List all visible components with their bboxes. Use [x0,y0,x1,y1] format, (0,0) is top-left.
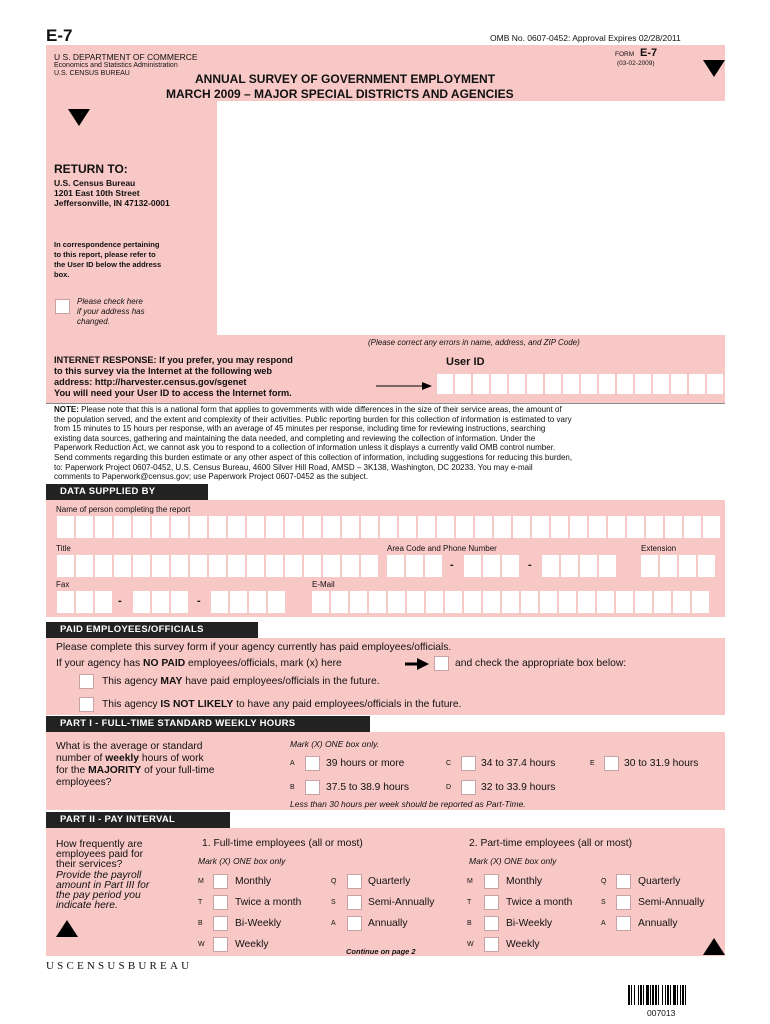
name-cell[interactable] [152,516,169,538]
title-cell[interactable] [304,555,321,577]
email-cell[interactable] [597,591,614,613]
name-cell[interactable] [171,516,188,538]
extension-cell[interactable] [679,555,696,577]
fax-cell[interactable] [230,591,247,613]
option-code: C [446,760,452,767]
title-cell[interactable] [209,555,226,577]
phone-dash: - [528,559,532,571]
pt-quarterly-label: Quarterly [638,876,681,887]
email-cell[interactable] [350,591,367,613]
ft-twice-month-label: Twice a month [235,897,302,908]
email-cell[interactable] [407,591,424,613]
option-code: A [290,760,295,767]
form-date: (03-02-2009) [617,60,655,67]
barcode-bar [665,985,666,1005]
address-box [217,101,725,335]
email-cell[interactable] [578,591,595,613]
hours-37-38-label: 37.5 to 38.9 hours [326,782,410,793]
name-cell[interactable] [513,516,530,538]
part1-q-2c: hours of work [139,753,204,764]
paid-line-2c: employees/officials, mark (x) here [185,658,342,669]
address-changed-checkbox[interactable] [55,299,70,314]
option-code: M [467,878,473,885]
userid-cell[interactable] [437,374,453,394]
pt-monthly-checkbox[interactable] [484,874,499,889]
internet-line-2: to this survey via the Internet at the following web [54,366,272,376]
phone-cell[interactable] [542,555,559,577]
barcode-bar [650,985,651,1005]
name-cell[interactable] [380,516,397,538]
barcode-bar [658,985,659,1005]
userid-cell[interactable] [581,374,597,394]
title-cell[interactable] [266,555,283,577]
option-code: S [601,899,606,906]
title-cell[interactable] [171,555,188,577]
userid-cell[interactable] [653,374,669,394]
phone-cell[interactable] [483,555,500,577]
form-number: E-7 [640,47,658,59]
part1-q-1: What is the average or standard [56,741,203,752]
part2-q-1: How frequently are [56,839,143,850]
email-cell[interactable] [692,591,709,613]
hours-32-33-label: 32 to 33.9 hours [481,782,556,793]
note-line: Send comments regarding this burden estimate or any other aspect of this collection of information, including suggestions for reducing this burden, [54,452,573,462]
part2-q-6: the pay period you [56,890,141,901]
name-cell[interactable] [399,516,416,538]
extension-label: Extension [641,544,677,553]
pt-biweekly-checkbox[interactable] [484,916,499,931]
name-cell[interactable] [589,516,606,538]
title-label: Title [56,544,71,553]
hours-30-31-label: 30 to 31.9 hours [624,758,699,769]
email-cell[interactable] [331,591,348,613]
userid-cell[interactable] [689,374,705,394]
option-code: M [198,878,204,885]
hours-34-37-checkbox[interactable] [461,756,476,771]
arrow-right-icon [405,658,429,670]
name-cell[interactable] [418,516,435,538]
ft-quarterly-checkbox[interactable] [347,874,362,889]
part1-q-3b: MAJORITY [88,765,142,776]
title-cell[interactable] [228,555,245,577]
part1-footnote: Less than 30 hours per week should be reported as Part-Time. [290,799,526,809]
pt-semiannual-label: Semi-Annually [638,897,705,908]
part1-q-2 [56,753,204,764]
name-cell[interactable] [304,516,321,538]
ft-semiannual-label: Semi-Annually [368,897,435,908]
name-cell[interactable] [684,516,701,538]
address-correct-note: (Please correct any errors in name, address, and ZIP Code) [368,338,580,347]
name-cell[interactable] [475,516,492,538]
barcode-bar [677,985,678,1005]
option-code: A [331,920,336,927]
barcode-bar [640,985,642,1005]
title-cell[interactable] [361,555,378,577]
part1-q-3c: of your full-time [141,765,215,776]
fax-cell[interactable] [95,591,112,613]
check-line-1: Please check here [77,297,143,306]
parttime-heading: 2. Part-time employees (all or most) [469,838,633,849]
name-cell[interactable] [323,516,340,538]
part1-q-3a: for the [56,765,89,776]
option-code: T [198,899,203,906]
option-code: E [590,760,595,767]
ft-biweekly-label: Bi-Weekly [235,918,282,929]
email-label: E-Mail [312,580,335,589]
phone-cell[interactable] [580,555,597,577]
phone-cell[interactable] [425,555,442,577]
phone-cell[interactable] [502,555,519,577]
part1-q-3 [56,765,215,776]
userid-cell[interactable] [473,374,489,394]
census-bureau-footer: USCENSUSBUREAU [46,960,193,972]
userid-cell[interactable] [707,374,723,394]
barcode-bar [628,985,630,1005]
paid-line-1: Please complete this survey form if your agency currently has paid employees/officials. [56,642,452,653]
option-code: B [467,920,472,927]
form-id: E-7 [46,26,73,45]
ft-annually-checkbox[interactable] [347,916,362,931]
survey-title-2: MARCH 2009 – MAJOR SPECIAL DISTRICTS AND AGENCIES [166,87,514,101]
userid-label: User ID [446,356,485,368]
paid-line-2d: and check the appropriate box below: [455,658,627,669]
name-cell[interactable] [57,516,74,538]
barcode-bar [662,985,663,1005]
hours-30-31-checkbox[interactable] [604,756,619,771]
fax-cell[interactable] [249,591,266,613]
option-code: B [290,784,295,791]
paid-option-1c: have paid employees/officials in the future. [182,676,380,687]
phone-label: Area Code and Phone Number [387,544,497,553]
part1-mark: Mark (X) ONE box only. [290,739,380,749]
barcode-bar [685,985,686,1005]
name-cell[interactable] [190,516,207,538]
part2-q-3: their services? [56,859,123,870]
email-cell[interactable] [540,591,557,613]
arrow-down-icon [703,60,725,78]
name-cell[interactable] [456,516,473,538]
userid-cell[interactable] [617,374,633,394]
barcode-bar [673,985,676,1005]
pt-annually-label: Annually [638,918,678,929]
may-have-paid-checkbox[interactable] [79,674,94,689]
pt-weekly-label: Weekly [506,939,540,950]
userid-cell[interactable] [563,374,579,394]
email-cell[interactable] [616,591,633,613]
option-code: W [198,941,205,948]
userid-cell[interactable] [599,374,615,394]
ft-weekly-checkbox[interactable] [213,937,228,952]
email-cell[interactable] [388,591,405,613]
note-text [54,405,718,482]
part2-q-7: indicate here. [56,900,118,911]
userid-cell[interactable] [671,374,687,394]
corr-line-4: box. [54,270,70,279]
part1-q-2a: number of [56,753,106,764]
name-cell[interactable] [266,516,283,538]
phone-cell[interactable] [406,555,423,577]
name-cell[interactable] [551,516,568,538]
title-cell[interactable] [323,555,340,577]
ft-monthly-label: Monthly [235,876,272,887]
not-likely-paid-checkbox[interactable] [79,697,94,712]
part2-q-4: Provide the payroll [56,870,142,881]
barcode-bar [682,985,684,1005]
paid-employees-bar: PAID EMPLOYEES/OFFICIALS [46,622,258,638]
barcode-bar [680,985,681,1005]
option-code: A [601,920,606,927]
ft-annually-label: Annually [368,918,408,929]
email-cell[interactable] [559,591,576,613]
part1-bar: PART I - FULL-TIME STANDARD WEEKLY HOURS [46,716,370,732]
form-prefix: FORM [615,51,635,58]
ft-quarterly-label: Quarterly [368,876,411,887]
name-cell[interactable] [627,516,644,538]
name-cell[interactable] [95,516,112,538]
title-cell[interactable] [152,555,169,577]
option-code: T [467,899,472,906]
agency-sub: Economics and Statistics Administration [54,62,178,69]
paid-option-2a: This agency [102,699,161,710]
ft-biweekly-checkbox[interactable] [213,916,228,931]
barcode-bar [667,985,669,1005]
note-line: comments to Paperwork@census.gov; use Paperwork Project 0607-0452 as the subject. [54,472,369,482]
barcode-number: 007013 [647,1008,676,1018]
internet-line-3: address: http://harvester.census.gov/sgenet [54,377,247,387]
email-cell[interactable] [369,591,386,613]
name-cell[interactable] [608,516,625,538]
fulltime-mark: Mark (X) ONE box only [198,856,286,866]
title-cell[interactable] [342,555,359,577]
fax-label: Fax [56,580,70,589]
email-cell[interactable] [654,591,671,613]
ft-monthly-checkbox[interactable] [213,874,228,889]
fulltime-heading: 1. Full-time employees (all or most) [202,838,363,849]
extension-cell[interactable] [641,555,658,577]
data-supplied-bar: DATA SUPPLIED BY [46,484,208,500]
check-line-3: changed. [77,317,110,326]
part1-q-2b: weekly [105,753,140,764]
barcode-bar [652,985,654,1005]
name-cell[interactable] [437,516,454,538]
userid-cell[interactable] [509,374,525,394]
part2-q-5: amount in Part III for [56,880,150,891]
fax-cell[interactable] [76,591,93,613]
hours-39-plus-checkbox[interactable] [305,756,320,771]
title-cell[interactable] [95,555,112,577]
title-cell[interactable] [133,555,150,577]
arrow-down-icon [68,109,90,127]
pt-biweekly-label: Bi-Weekly [506,918,553,929]
pt-monthly-label: Monthly [506,876,543,887]
omb-number: OMB No. 0607-0452: Approval Expires 02/28/2011 [490,33,681,43]
corr-line-1: In correspondence pertaining [54,240,160,249]
return-line-2: 1201 East 10th Street [54,188,140,198]
title-cell[interactable] [57,555,74,577]
pt-quarterly-checkbox[interactable] [616,874,631,889]
name-cell[interactable] [703,516,720,538]
title-cell[interactable] [190,555,207,577]
part2-q-2: employees paid for [56,849,144,860]
hours-32-33-checkbox[interactable] [461,780,476,795]
userid-cell[interactable] [491,374,507,394]
fax-cell[interactable] [211,591,228,613]
name-label: Name of person completing the report [56,505,191,514]
option-code: S [331,899,336,906]
arrow-up-icon [56,920,78,938]
paid-option-2b: IS NOT LIKELY [160,699,234,710]
phone-cell[interactable] [561,555,578,577]
return-line-1: U.S. Census Bureau [54,178,136,188]
parttime-mark: Mark (X) ONE box only [469,856,557,866]
option-code: B [198,920,203,927]
name-cell[interactable] [114,516,131,538]
ft-twice-month-checkbox[interactable] [213,895,228,910]
agency-name: U S. DEPARTMENT OF COMMERCE [54,52,198,62]
note-line: the population served, and the extent and complexity of their activities. Public reporting burden for this collection of information is estimated to vary [54,414,572,424]
title-cell[interactable] [114,555,131,577]
note-line: existing data sources, gathering and maintaining the data needed, and completing and reviewing the collection of information. Under the [54,433,536,443]
phone-dash: - [450,559,454,571]
name-cell[interactable] [665,516,682,538]
hours-39-plus-label: 39 hours or more [326,758,405,769]
ft-weekly-label: Weekly [235,939,269,950]
return-heading: RETURN TO: [54,162,128,176]
title-cell[interactable] [76,555,93,577]
survey-title-1: ANNUAL SURVEY OF GOVERNMENT EMPLOYMENT [195,72,496,86]
title-cell[interactable] [247,555,264,577]
pt-weekly-checkbox[interactable] [484,937,499,952]
name-cell[interactable] [228,516,245,538]
barcode-bar [643,985,644,1005]
paid-option-2 [102,699,461,710]
paid-option-1a: This agency [102,676,161,687]
agency-bureau: U.S. CENSUS BUREAU [54,70,130,77]
barcode-bar [670,985,671,1005]
corr-line-2: to this report, please refer to [54,250,156,259]
note-line: from 15 minutes to 15 hours per response, with an average of 45 minutes per response, including time for reviewing instructions, searching [54,424,546,434]
email-cell[interactable] [312,591,329,613]
name-cell[interactable] [570,516,587,538]
name-cell[interactable] [646,516,663,538]
paid-line-2 [56,658,342,669]
note-line: to: Paperwork Project 0607-0452, U.S. Census Bureau, 4600 Silver Hill Road, AMSD – 3K138, Washington, DC 20233. You may e-mail [54,462,533,472]
barcode [628,985,728,1005]
barcode-bar [631,985,632,1005]
phone-cell[interactable] [599,555,616,577]
name-cell[interactable] [361,516,378,538]
email-cell[interactable] [464,591,481,613]
name-cell[interactable] [342,516,359,538]
phone-cell[interactable] [464,555,481,577]
option-code: Q [601,878,607,885]
title-cell[interactable] [285,555,302,577]
email-cell[interactable] [521,591,538,613]
option-code: W [467,941,474,948]
corr-line-3: the User ID below the address [54,260,162,269]
barcode-bar [638,985,639,1005]
name-cell[interactable] [133,516,150,538]
part1-q-4: employees? [56,777,112,788]
fax-cell[interactable] [171,591,188,613]
paid-option-1b: MAY [160,676,183,687]
no-paid-checkbox[interactable] [434,656,449,671]
extension-cell[interactable] [698,555,715,577]
option-code: D [446,784,452,791]
note-label: NOTE: [54,405,79,414]
name-cell[interactable] [532,516,549,538]
fax-cell[interactable] [133,591,150,613]
fax-cell[interactable] [152,591,169,613]
barcode-bar [655,985,657,1005]
ft-semiannual-checkbox[interactable] [347,895,362,910]
internet-line-4: You will need your User ID to access the Internet form. [54,388,292,398]
fax-cell[interactable] [57,591,74,613]
email-cell[interactable] [635,591,652,613]
extension-cell[interactable] [660,555,677,577]
userid-cell[interactable] [527,374,543,394]
paid-line-2a: If your agency has [56,658,144,669]
arrow-up-icon [703,938,725,956]
fax-dash: - [197,595,201,607]
paid-line-2b: NO PAID [143,658,186,669]
internet-line-1: INTERNET RESPONSE: If you prefer, you may respond [54,355,293,365]
userid-cell[interactable] [635,374,651,394]
fax-cell[interactable] [268,591,285,613]
paid-option-1 [102,676,380,687]
email-cell[interactable] [502,591,519,613]
email-cell[interactable] [445,591,462,613]
pt-twice-month-label: Twice a month [506,897,573,908]
hours-37-38-checkbox[interactable] [305,780,320,795]
continue-note: Continue on page 2 [346,947,416,956]
name-cell[interactable] [76,516,93,538]
email-cell[interactable] [673,591,690,613]
note-line: Paperwork Reduction Act, we cannot ask you to respond to a collection of information unless it displays a currently valid OMB control number. [54,443,556,453]
name-cell[interactable] [209,516,226,538]
paid-option-2c: to have any paid employees/officials in the future. [233,699,462,710]
part2-bar: PART II - PAY INTERVAL [46,812,230,828]
userid-cell[interactable] [545,374,561,394]
pt-annually-checkbox[interactable] [616,916,631,931]
arrow-right-icon [376,381,432,391]
email-cell[interactable] [426,591,443,613]
phone-cell[interactable] [387,555,404,577]
option-code: Q [331,878,337,885]
fax-dash: - [118,595,122,607]
barcode-bar [646,985,649,1005]
name-cell[interactable] [247,516,264,538]
note-line: Please note that this is a national form that applies to governments with wide differences in the size of their service areas, the amount of [78,405,562,414]
email-cell[interactable] [483,591,500,613]
check-line-2: if your address has [77,307,145,316]
hours-34-37-label: 34 to 37.4 hours [481,758,556,769]
barcode-bar [634,985,635,1005]
name-cell[interactable] [494,516,511,538]
name-cell[interactable] [285,516,302,538]
pt-twice-month-checkbox[interactable] [484,895,499,910]
return-line-3: Jeffersonville, IN 47132-0001 [54,198,170,208]
userid-cell[interactable] [455,374,471,394]
pt-semiannual-checkbox[interactable] [616,895,631,910]
